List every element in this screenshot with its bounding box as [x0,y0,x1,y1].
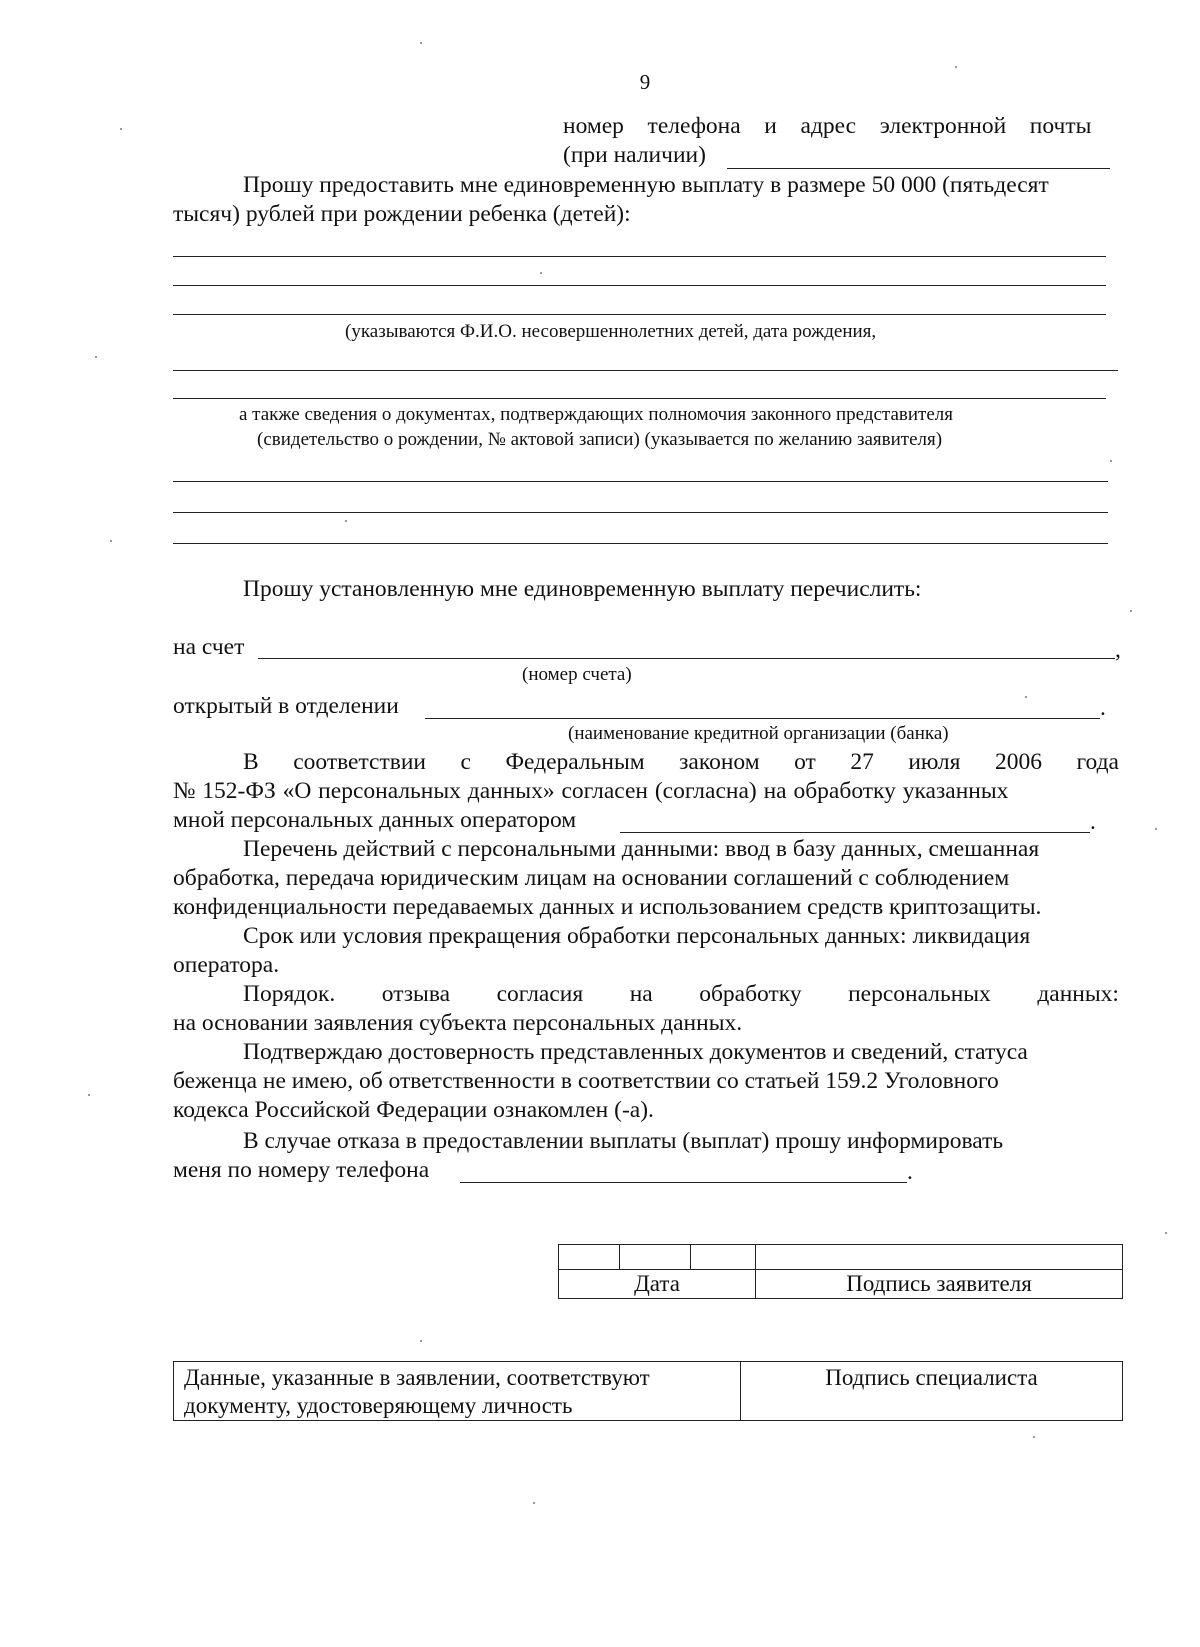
contact-line-1: номер телефона и адрес электронной почты [563,113,1092,139]
revocation-word: персональных [848,981,991,1007]
consent-line-2: № 152-ФЗ «О персональных данных» согласен (согласна) на обработку указанных [173,778,1009,804]
account-caption: (номер счета) [522,664,632,685]
date-cell-3[interactable] [691,1245,756,1270]
branch-period: . [1100,695,1106,721]
scan-speck [540,272,542,274]
scan-speck [420,42,422,44]
refusal-period: . [907,1159,913,1185]
consent-word: Федеральным [505,749,645,775]
consent-word: 2006 [994,749,1042,775]
term-line-1: Срок или условия прекращения обработки персональных данных: ликвидация [243,923,1031,949]
consent-word: 27 [850,749,874,775]
contact-input-line[interactable] [727,168,1110,169]
consent-word: В [243,749,259,775]
branch-line[interactable] [425,718,1100,719]
specialist-signature-cell[interactable] [741,1362,1123,1421]
children-line-3[interactable] [173,314,1106,315]
consent-word: от [794,749,816,775]
consent-word: года [1076,749,1119,775]
documents-line-2[interactable] [173,512,1108,513]
scan-speck [88,1094,90,1096]
revocation-word: согласия [496,981,584,1007]
scan-speck [1110,460,1112,462]
signature-label: Подпись заявителя [756,1270,1123,1299]
scan-speck [1165,1232,1167,1234]
signature-cell[interactable] [756,1245,1123,1270]
specialist-table [173,1361,1123,1421]
scan-speck [1130,610,1132,612]
revocation-word: отзыва [381,981,451,1007]
documents-line-3[interactable] [173,543,1108,544]
scan-speck [120,128,122,130]
specialist-signature-label: Подпись специалиста [825,1365,1038,1390]
children-line-5[interactable] [173,398,1106,399]
request-payment-line-1: Прошу предоставить мне единовременную выплату в размере 50 000 (пятьдесят [243,172,1049,198]
date-cell-2[interactable] [620,1245,691,1270]
consent-word: июля [908,749,961,775]
scan-speck [955,66,957,68]
page-number: 9 [639,70,651,94]
documents-caption-line-1: а также сведения о документах, подтверждающих полномочия законного представителя [239,404,953,425]
revocation-word: Порядок. [243,981,336,1007]
consent-word: соответствии [293,749,426,775]
signature-table [558,1244,1123,1299]
actions-line-2: обработка, передача юридическим лицам на основании соглашений с соблюдением [173,865,1010,891]
refusal-phone-line[interactable] [460,1182,907,1183]
branch-caption: (наименование кредитной организации (банка) [568,723,949,744]
account-label: на счет [173,634,245,660]
refusal-line-2: меня по номеру телефона [173,1157,430,1183]
operator-period: . [1090,809,1096,835]
confirmation-line-3: кодекса Российской Федерации ознакомлен (-а). [173,1097,654,1123]
revocation-word: на [629,981,653,1007]
account-number-line[interactable] [258,658,1115,659]
children-line-4[interactable] [173,370,1118,371]
operator-line[interactable] [620,832,1090,833]
scan-speck [95,356,97,358]
request-payment-line-2: тысяч) рублей при рождении ребенка (детей): [173,201,631,227]
consent-word: с [460,749,471,775]
documents-caption-line-2: (свидетельство о рождении, № актовой записи) (указывается по желанию заявителя) [257,429,943,450]
confirmation-line-1: Подтверждаю достоверность представленных документов и сведений, статуса [243,1039,1028,1065]
specialist-text-line-1: Данные, указанные в заявлении, соответствуют [184,1365,650,1390]
scan-speck [345,520,347,522]
account-comma: , [1115,637,1121,663]
revocation-word: данных: [1037,981,1119,1007]
date-label: Дата [559,1270,756,1299]
consent-line-1 [243,748,1119,777]
specialist-text-line-2: документу, удостоверяющему личность [184,1393,573,1418]
refusal-line-1: В случае отказа в предоставлении выплаты (выплат) прошу информировать [243,1128,1004,1154]
scan-speck [420,1340,422,1342]
scan-speck [533,1502,535,1504]
documents-line-1[interactable] [173,481,1108,482]
children-caption: (указываются Ф.И.О. несовершеннолетних детей, дата рождения, [345,321,877,342]
scan-speck [1033,1436,1035,1438]
scan-speck [110,540,112,542]
transfer-request: Прошу установленную мне единовременную выплату перечислить: [243,576,922,602]
children-line-1[interactable] [173,256,1106,257]
revocation-line-1 [243,980,1119,1009]
actions-line-1: Перечень действий с персональными данными: ввод в базу данных, смешанная [243,836,1040,862]
scan-speck [1025,696,1027,698]
date-cell-1[interactable] [559,1245,620,1270]
actions-line-3: конфиденциальности передаваемых данных и использованием средств криптозащиты. [173,894,1042,920]
consent-word: законом [679,749,760,775]
children-line-2[interactable] [173,285,1106,286]
scan-speck [1155,828,1157,830]
revocation-word: обработку [699,981,802,1007]
branch-label: открытый в отделении [173,693,399,719]
revocation-line-2: на основании заявления субъекта персональных данных. [173,1010,743,1036]
term-line-2: оператора. [173,952,280,978]
consent-line-3: мной персональных данных оператором [173,807,577,833]
confirmation-line-2: беженца не имею, об ответственности в соответствии со статьей 159.2 Уголовного [173,1068,999,1094]
contact-line-2: (при наличии) [563,142,706,168]
specialist-data-cell [174,1362,741,1421]
